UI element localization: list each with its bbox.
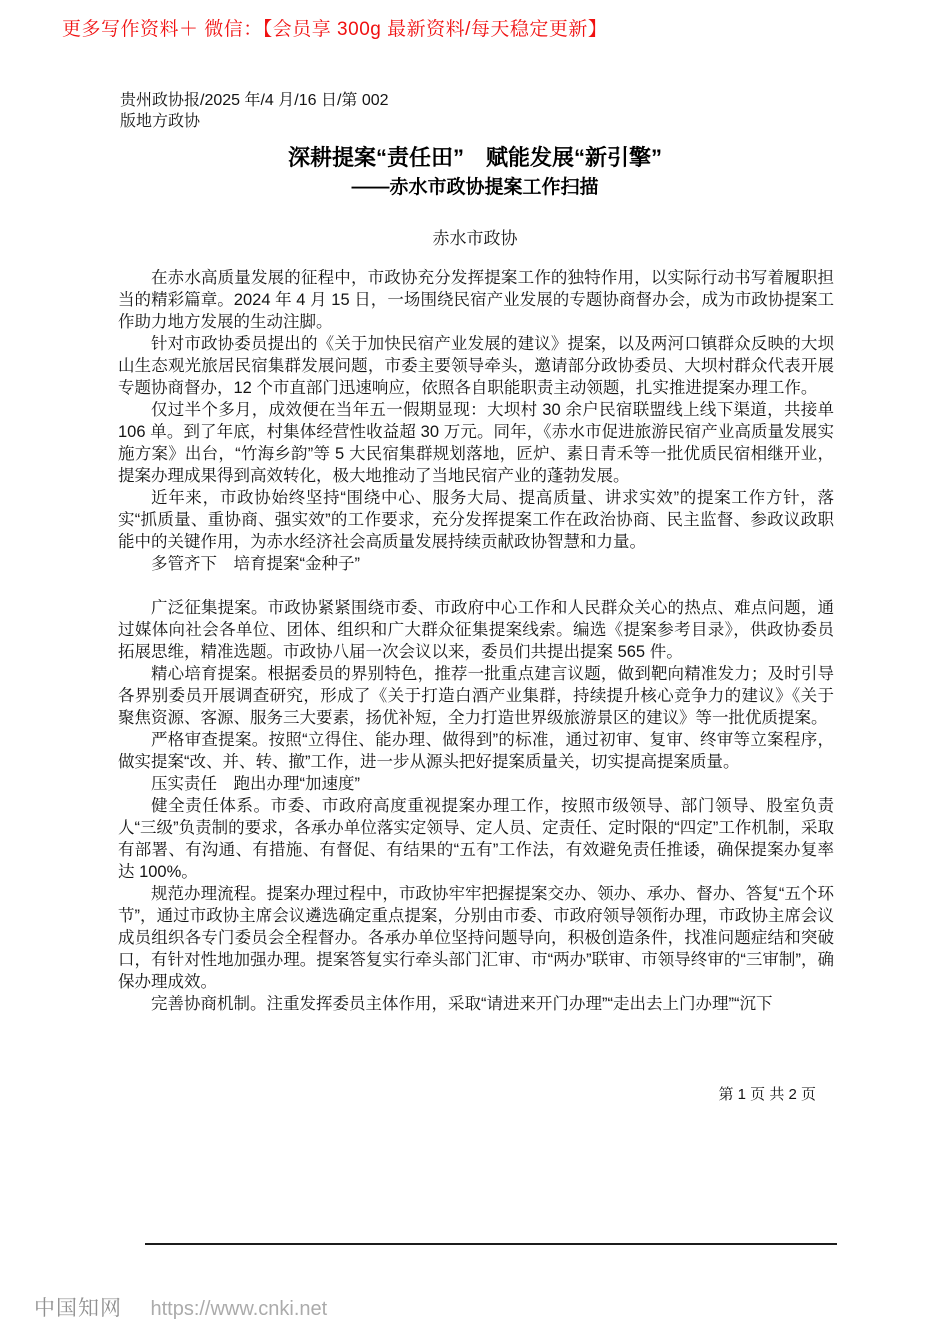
paragraph: 健全责任体系。市委、市政府高度重视提案办理工作，按照市级领导、部门领导、股室负责人“三级”负责制的要求，各承办单位落实定领导、定人员、定责任、定时限的“四定”工作机制，采取有部署、有沟通、有措施、有督促、有结果的“五有”工作法，有效避免责任推诿，确保提案办复率达 100%。 (118, 797, 834, 881)
article-author: 赤水市政协 (432, 229, 518, 248)
paragraph: 针对市政协委员提出的《关于加快民宿产业发展的建议》提案，以及两河口镇群众反映的大坝山生态观光旅居民宿集群发展问题，市委主要领导牵头，邀请部分政协委员、大坝村群众代表开展专题协商督办，12 个市直部门迅速响应，依照各自职能职责主动领题，扎实推进提案办理工作。 (118, 335, 834, 397)
promo-banner: 更多写作资料＋ 微信：【会员享 300g 最新资料/每天稳定更新】 (62, 19, 608, 40)
paragraph: 在赤水高质量发展的征程中，市政协充分发挥提案工作的独特作用，以实际行动书写着履职担当的精彩篇章。2024 年 4 月 15 日，一场围绕民宿产业发展的专题协商督办会，成为市政协提案工作助力地方发展的生动注脚。 (118, 269, 834, 331)
section-heading: 压实责任 跑出办理“加速度” (151, 775, 360, 793)
paragraph: 广泛征集提案。市政协紧紧围绕市委、市政府中心工作和人民群众关心的热点、难点问题，通过媒体向社会各单位、团体、组织和广大群众征集提案线索。编选《提案参考目录》，供政协委员拓展思维，精准选题。市政协八届一次会议以来，委员们共提出提案 565 件。 (118, 599, 834, 661)
paragraph: 仅过半个多月，成效便在当年五一假期显现：大坝村 30 余户民宿联盟线上线下渠道，共接单 106 单。到了年底，村集体经营性收益超 30 万元。同年，《赤水市促进旅游民宿产业高质量发展实施方案》出台，“竹海乡韵”等 5 大民宿集群规划落地，匠炉、素日青禾等一批优质民宿相继开业，提案办理成果得到高效转化，极大地推动了当地民宿产业的蓬勃发展。 (118, 401, 834, 485)
source-line-1: 贵州政协报/2025 年/4 月/16 日/第 002 (120, 92, 389, 109)
source-line-2: 版地方政协 (120, 113, 201, 130)
page-indicator: 第 1 页 共 2 页 (718, 1086, 816, 1103)
blank-line (118, 575, 834, 597)
cnki-url-link[interactable]: https://www.cnki.net (150, 1298, 328, 1320)
page-divider (145, 1243, 837, 1245)
source-info (120, 90, 389, 132)
paragraph: 严格审查提案。按照“立得住、能办理、做得到”的标准，通过初审、复审、终审等立案程序，做实提案“改、并、转、撤”工作，进一步从源头把好提案质量关，切实提高提案质量。 (118, 731, 834, 771)
section-heading: 多管齐下 培育提案“金种子” (151, 555, 360, 573)
article-subtitle: ——赤水市政协提案工作扫描 (351, 177, 599, 198)
paragraph: 完善协商机制。注重发挥委员主体作用，采取“请进来开门办理”“走出去上门办理”“沉下 (151, 995, 773, 1013)
paragraph: 精心培育提案。根据委员的界别特色，推荐一批重点建言议题，做到靶向精准发力；及时引导各界别委员开展调查研究，形成了《关于打造白酒产业集群，持续提升核心竞争力的建议》《关于聚焦资源、客源、服务三大要素，扬优补短，全力打造世界级旅游景区的建议》等一批优质提案。 (118, 665, 834, 727)
watermark (34, 1292, 327, 1322)
article-title: 深耕提案“责任田” 赋能发展“新引擎” (287, 145, 662, 170)
paragraph: 近年来，市政协始终坚持“围绕中心、服务大局、提高质量、讲求实效”的提案工作方针，落实“抓质量、重协商、强实效”的工作要求，充分发挥提案工作在政治协商、民主监督、参政议政职能中的关键作用，为赤水经济社会高质量发展持续贡献政协智慧和力量。 (118, 489, 834, 551)
paragraph: 规范办理流程。提案办理过程中，市政协牢牢把握提案交办、领办、承办、督办、答复“五个环节”，通过市政协主席会议遴选确定重点提案，分别由市委、市政府领导领衔办理，市政协主席会议成员组织各专门委员会全程督办。各承办单位坚持问题导向，积极创造条件，找准问题症结和突破口，有针对性地加强办理。提案答复实行牵头部门汇审、市“两办”联审、市领导终审的“三审制”，确保办理成效。 (118, 885, 834, 991)
cnki-brand-text: 中国知网 (34, 1297, 122, 1320)
article-body (118, 267, 834, 1015)
